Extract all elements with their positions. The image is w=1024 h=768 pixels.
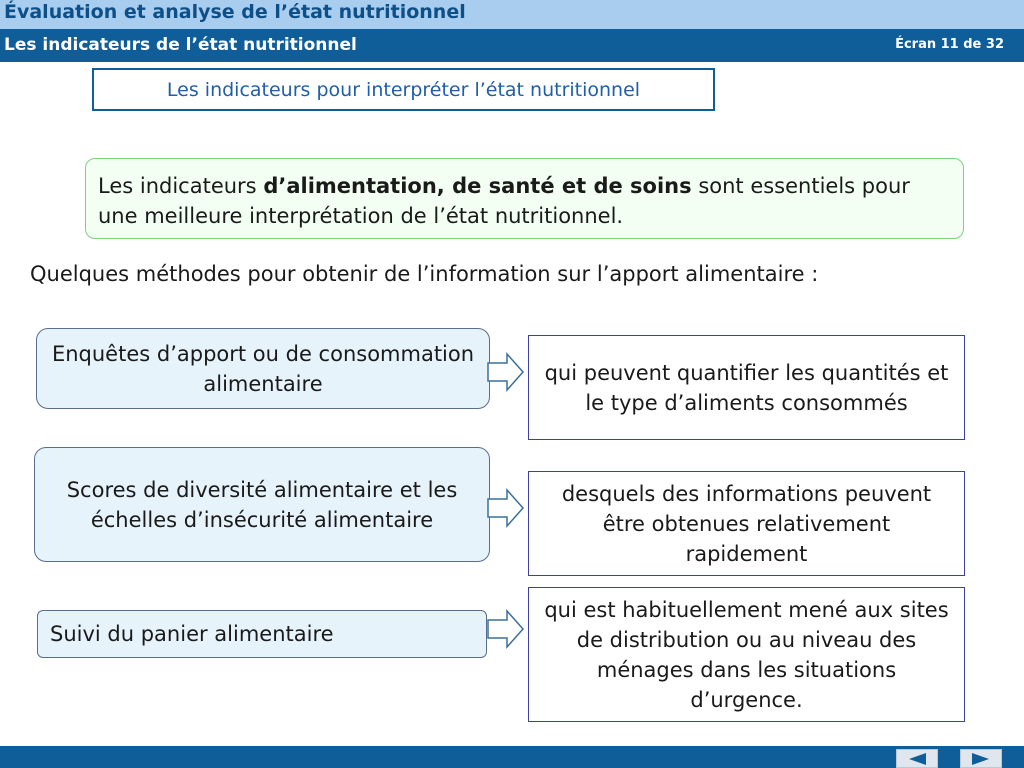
intro-text-bold: d’alimentation, de santé et de soins [263,174,692,198]
next-screen-button[interactable] [960,749,1002,768]
arrow-right-icon [487,609,525,649]
section-title-bar [0,29,1024,62]
description-box-diversity-scores: desquels des informations peuvent être obtenues relativement rapidement [528,471,965,576]
lead-text: Quelques méthodes pour obtenir de l’information sur l’apport alimentaire : [30,262,819,286]
intro-box [85,158,964,239]
method-box-dietary-surveys: Enquêtes d’apport ou de consommation alimentaire [36,328,490,409]
section-title: Les indicateurs de l’état nutritionnel [4,35,357,55]
page-heading: Les indicateurs pour interpréter l’état nutritionnel [92,68,715,111]
screen-counter: Écran 11 de 32 [895,37,1004,52]
intro-text-before: Les indicateurs [98,174,264,198]
arrow-right-icon [487,488,525,528]
course-title-bar [0,0,1024,29]
method-box-diversity-scores: Scores de diversité alimentaire et les échelles d’insécurité alimentaire [34,447,490,562]
description-box-dietary-surveys: qui peuvent quantifier les quantités et le type d’aliments consommés [528,335,965,440]
arrow-right-icon [487,352,525,392]
intro-text-after: sont essentiels pour une meilleure interprétation de l’état nutritionnel. [98,174,910,228]
method-box-food-basket: Suivi du panier alimentaire [37,610,487,658]
previous-screen-button[interactable] [896,749,938,768]
description-box-food-basket: qui est habituellement mené aux sites de distribution ou au niveau des ménages dans les situations d’urgence. [528,587,965,722]
footer-bar [0,746,1024,768]
triangle-left-icon [906,752,928,766]
course-title: Évaluation et analyse de l’état nutritionnel [4,1,466,23]
triangle-right-icon [970,752,992,766]
